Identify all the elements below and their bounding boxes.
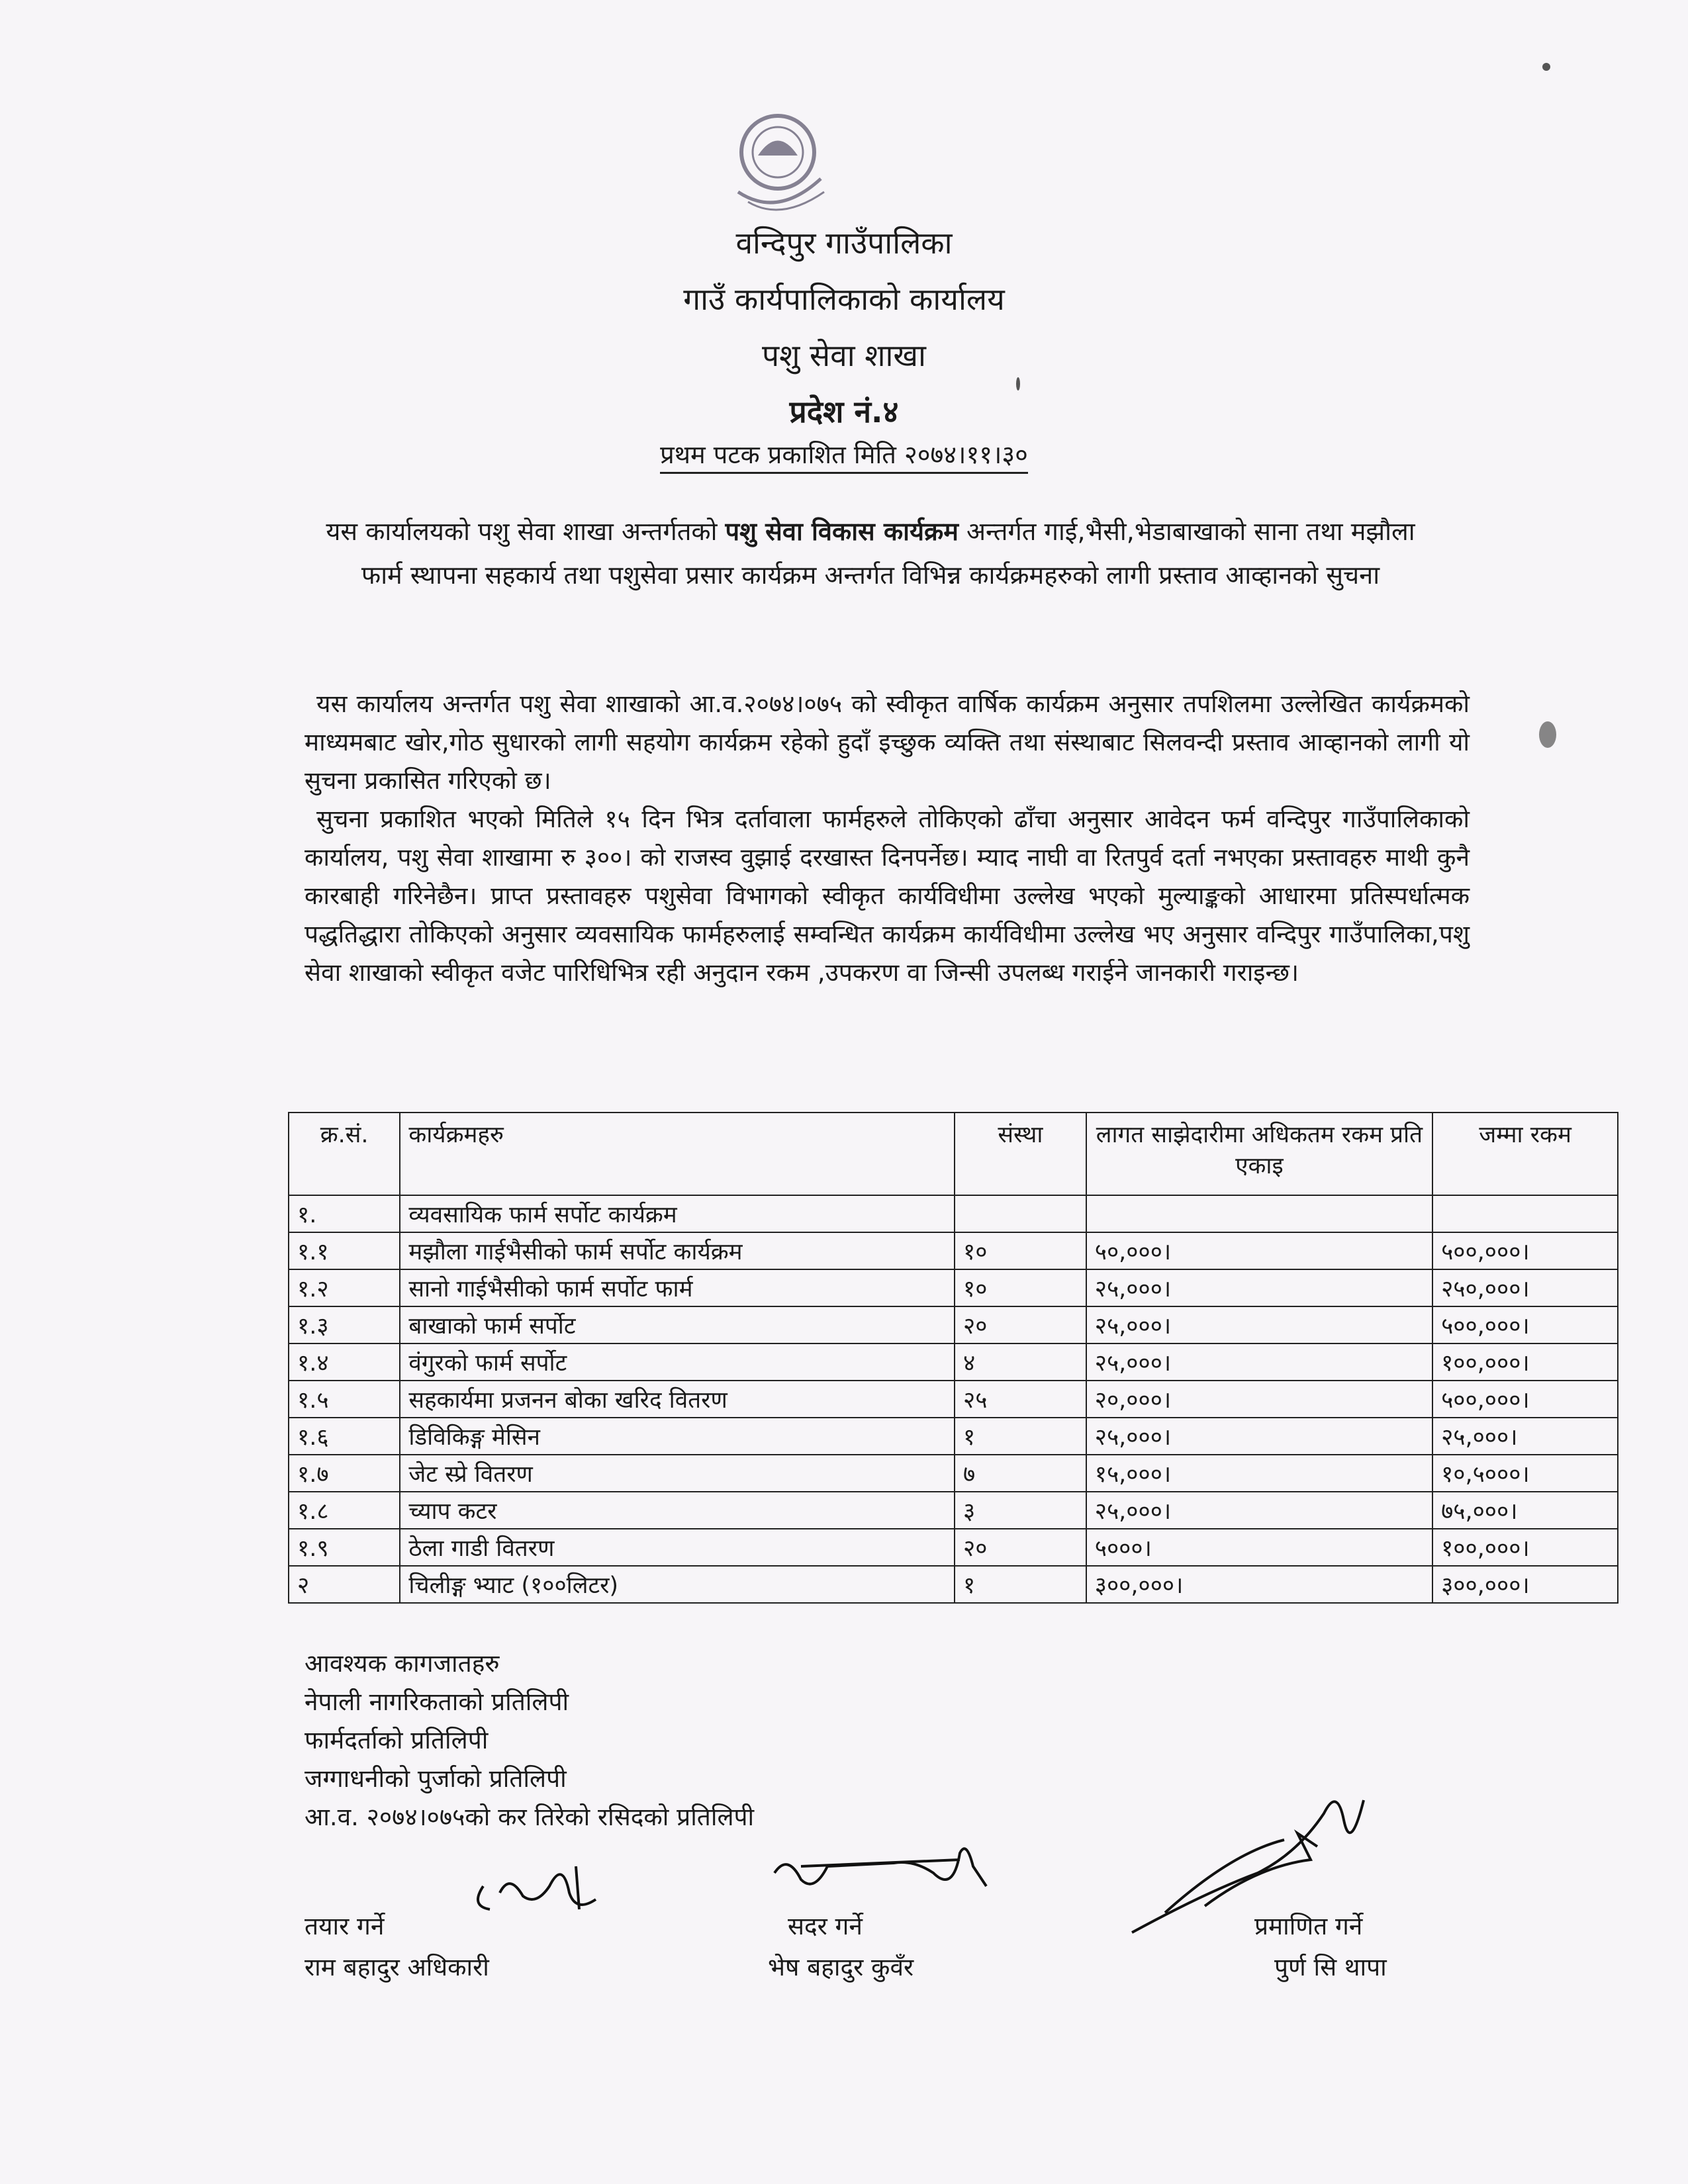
header-count: संस्था	[955, 1113, 1086, 1195]
cell-max-amount: २५,०००।	[1086, 1269, 1432, 1306]
cell-count: १	[955, 1418, 1086, 1455]
cell-count: १	[955, 1566, 1086, 1603]
table-row	[289, 1269, 1618, 1306]
body-paragraph-2: सुचना प्रकाशित भएको मितिले १५ दिन भित्र दर्तावाला फार्महरुले तोकिएको ढाँचा अनुसार आवेदन फर्म वन्दिपुर गाउँपालिकाको कार्यालय, पशु सेवा शाखामा रु ३००। को राजस्व वुझाई दरखास्त दिनपर्नेछ। म्याद नाघी वा रितपुर्व दर्ता नभएका प्रस्तावहरु माथी कुनै कारबाही गरिनेछैन। प्राप्त प्रस्तावहरु पशुसेवा विभागको स्वीकृत कार्यविधीमा उल्लेख भएको मुल्याङ्कको आधारमा प्रतिस्पर्धात्मक पद्धतिद्धारा तोकिएको अनुसार व्यवसायिक फार्महरुलाई सम्वन्धित कार्यक्रम कार्यविधीमा उल्लेख भए अनुसार वन्दिपुर गाउँपालिका,पशु सेवा शाखाको स्वीकृत वजेट पारिधिभित्र रही अनुदान रकम ,उपकरण वा जिन्सी उपलब्ध गराईने जानकारी गराइन्छ।	[305, 805, 1470, 987]
cell-total: ५००,०००।	[1432, 1381, 1618, 1418]
cell-total: ३००,०००।	[1432, 1566, 1618, 1603]
office-seal-stamp	[712, 106, 844, 225]
table-row	[289, 1306, 1618, 1343]
prepared-name: राम बहादुर अधिकारी	[305, 1953, 489, 1981]
prepared-role: तयार गर्ने	[305, 1912, 385, 1940]
cell-max-amount: १५,०००।	[1086, 1455, 1432, 1492]
header-serial: क्र.सं.	[289, 1113, 400, 1195]
cell-serial: १.९	[289, 1529, 400, 1566]
cell-serial: १.१	[289, 1232, 400, 1269]
cell-max-amount: ५०००।	[1086, 1529, 1432, 1566]
table-row	[289, 1418, 1618, 1455]
cell-serial: १.७	[289, 1455, 400, 1492]
cell-total: ५००,०००।	[1432, 1232, 1618, 1269]
subject-part-1: यस कार्यालयको पशु सेवा शाखा अन्तर्गतको	[326, 517, 726, 546]
cell-count: ४	[955, 1343, 1086, 1381]
cell-count: २०	[955, 1529, 1086, 1566]
cell-program: सहकार्यमा प्रजनन बोका खरिद वितरण	[400, 1381, 955, 1418]
scan-speck	[1016, 377, 1020, 390]
cell-program: मझौला गाईभैसीको फार्म सर्पोट कार्यक्रम	[400, 1232, 955, 1269]
cell-count: ७	[955, 1455, 1086, 1492]
cell-total: ७५,०००।	[1432, 1492, 1618, 1529]
cell-program: सानो गाईभैसीको फार्म सर्पोट फार्म	[400, 1269, 955, 1306]
body-paragraph-1: यस कार्यालय अन्तर्गत पशु सेवा शाखाको आ.व.२०७४।०७५ को स्वीकृत वार्षिक कार्यक्रम अनुसार तपशिलमा उल्लेखित कार्यक्रमको माध्यमबाट खोर,गोठ सुधारको लागी सहयोग कार्यक्रम रहेको हुदाँ इच्छुक व्यक्ति तथा संस्थाबाट सिलवन्दी प्रस्ताव आव्हानको लागी यो सुचना प्रकासित गरिएको छ।	[305, 690, 1470, 795]
cell-program: वंगुरको फार्म सर्पोट	[400, 1343, 955, 1381]
table-header-row	[289, 1113, 1618, 1195]
program-table	[288, 1112, 1618, 1604]
cell-serial: १.२	[289, 1269, 400, 1306]
cell-total: १००,०००।	[1432, 1343, 1618, 1381]
signature-submitted	[761, 1827, 1000, 1913]
documents-title: आवश्यक कागजातहरु	[305, 1649, 500, 1678]
cell-count: २०	[955, 1306, 1086, 1343]
notice-body	[305, 685, 1470, 992]
cell-serial: १.४	[289, 1343, 400, 1381]
document-item: नेपाली नागरिकताको प्रतिलिपी	[305, 1688, 569, 1716]
approved-name: पुर्ण सि थापा	[1274, 1953, 1387, 1981]
cell-program: व्यवसायिक फार्म सर्पोट कार्यक्रम	[400, 1195, 955, 1232]
cell-count: ३	[955, 1492, 1086, 1529]
table-row	[289, 1566, 1618, 1603]
cell-total: १००,०००।	[1432, 1529, 1618, 1566]
document-item: फार्मदर्ताको प्रतिलिपी	[305, 1726, 489, 1754]
table-row	[289, 1343, 1618, 1381]
header-max-amount: लागत साझेदारीमा अधिकतम रकम प्रति एकाइ	[1086, 1113, 1432, 1195]
cell-serial: १.६	[289, 1418, 400, 1455]
cell-total: २५०,०००।	[1432, 1269, 1618, 1306]
cell-total: ५००,०००।	[1432, 1306, 1618, 1343]
cell-count: २५	[955, 1381, 1086, 1418]
subject-part-2: अन्तर्गत गाई,भैसी,भेडाबाखाको साना तथा मझौला फार्म स्थापना सहकार्य तथा पशुसेवा प्रसार कार्यक्रम अन्तर्गत विभिन्न कार्यक्रमहरुको लागी प्रस्ताव आव्हानको सुचना	[361, 517, 1415, 590]
cell-count: १०	[955, 1269, 1086, 1306]
cell-total	[1432, 1195, 1618, 1232]
header-programs: कार्यक्रमहरु	[400, 1113, 955, 1195]
office-name: गाउँ कार्यपालिकाको कार्यालय	[683, 281, 1005, 317]
cell-max-amount: २५,०००।	[1086, 1492, 1432, 1529]
cell-program: च्याप कटर	[400, 1492, 955, 1529]
subject-program-name: पशु सेवा विकास कार्यक्रम	[725, 517, 959, 546]
cell-program: बाखाको फार्म सर्पोट	[400, 1306, 955, 1343]
cell-serial: १.५	[289, 1381, 400, 1418]
cell-program: जेट स्प्रे वितरण	[400, 1455, 955, 1492]
header-total: जम्मा रकम	[1432, 1113, 1618, 1195]
cell-total: १०,५०००।	[1432, 1455, 1618, 1492]
table-row	[289, 1455, 1618, 1492]
signature-block-approved	[1254, 1906, 1387, 1988]
cell-total: २५,०००।	[1432, 1418, 1618, 1455]
publish-date-line	[0, 437, 1688, 471]
cell-serial: १.	[289, 1195, 400, 1232]
cell-program: चिलीङ्ग भ्याट (१००लिटर)	[400, 1566, 955, 1603]
cell-program: ठेला गाडी वितरण	[400, 1529, 955, 1566]
document-item: जग्गाधनीको पुर्जाको प्रतिलिपी	[305, 1764, 567, 1793]
publish-date: प्रथम पटक प्रकाशित मिति २०७४।११।३०	[660, 440, 1028, 474]
cell-serial: १.८	[289, 1492, 400, 1529]
table-row	[289, 1381, 1618, 1418]
branch-name: पशु सेवा शाखा	[762, 338, 926, 373]
document-item: आ.व. २०७४।०७५को कर तिरेको रसिदको प्रतिलिपी	[305, 1803, 755, 1831]
required-documents	[305, 1645, 754, 1837]
cell-max-amount: २०,०००।	[1086, 1381, 1432, 1418]
table-row	[289, 1529, 1618, 1566]
scan-speck	[1539, 721, 1556, 748]
table-row	[289, 1232, 1618, 1269]
cell-serial: २	[289, 1566, 400, 1603]
submitted-name: भेष बहादुर कुवँर	[768, 1953, 914, 1981]
cell-max-amount: २५,०००।	[1086, 1306, 1432, 1343]
notice-subject	[311, 510, 1430, 597]
scan-speck	[1542, 63, 1550, 71]
table-row	[289, 1492, 1618, 1529]
cell-serial: १.३	[289, 1306, 400, 1343]
cell-count: १०	[955, 1232, 1086, 1269]
signature-block-prepared	[305, 1906, 489, 1988]
cell-max-amount: २५,०००।	[1086, 1343, 1432, 1381]
table-row	[289, 1195, 1618, 1232]
cell-max-amount: ५०,०००।	[1086, 1232, 1432, 1269]
cell-max-amount: ३००,०००।	[1086, 1566, 1432, 1603]
cell-count	[955, 1195, 1086, 1232]
municipality-name: वन्दिपुर गाउँपालिका	[735, 225, 953, 261]
table-body	[289, 1195, 1618, 1603]
cell-program: डिविकिङ्ग मेसिन	[400, 1418, 955, 1455]
signature-block-submitted	[768, 1906, 914, 1988]
province-name: प्रदेश नं.४	[789, 394, 899, 430]
cell-max-amount: २५,०००।	[1086, 1418, 1432, 1455]
approved-role: प्रमाणित गर्ने	[1254, 1912, 1363, 1940]
submitted-role: सदर गर्ने	[788, 1912, 863, 1940]
cell-max-amount	[1086, 1195, 1432, 1232]
